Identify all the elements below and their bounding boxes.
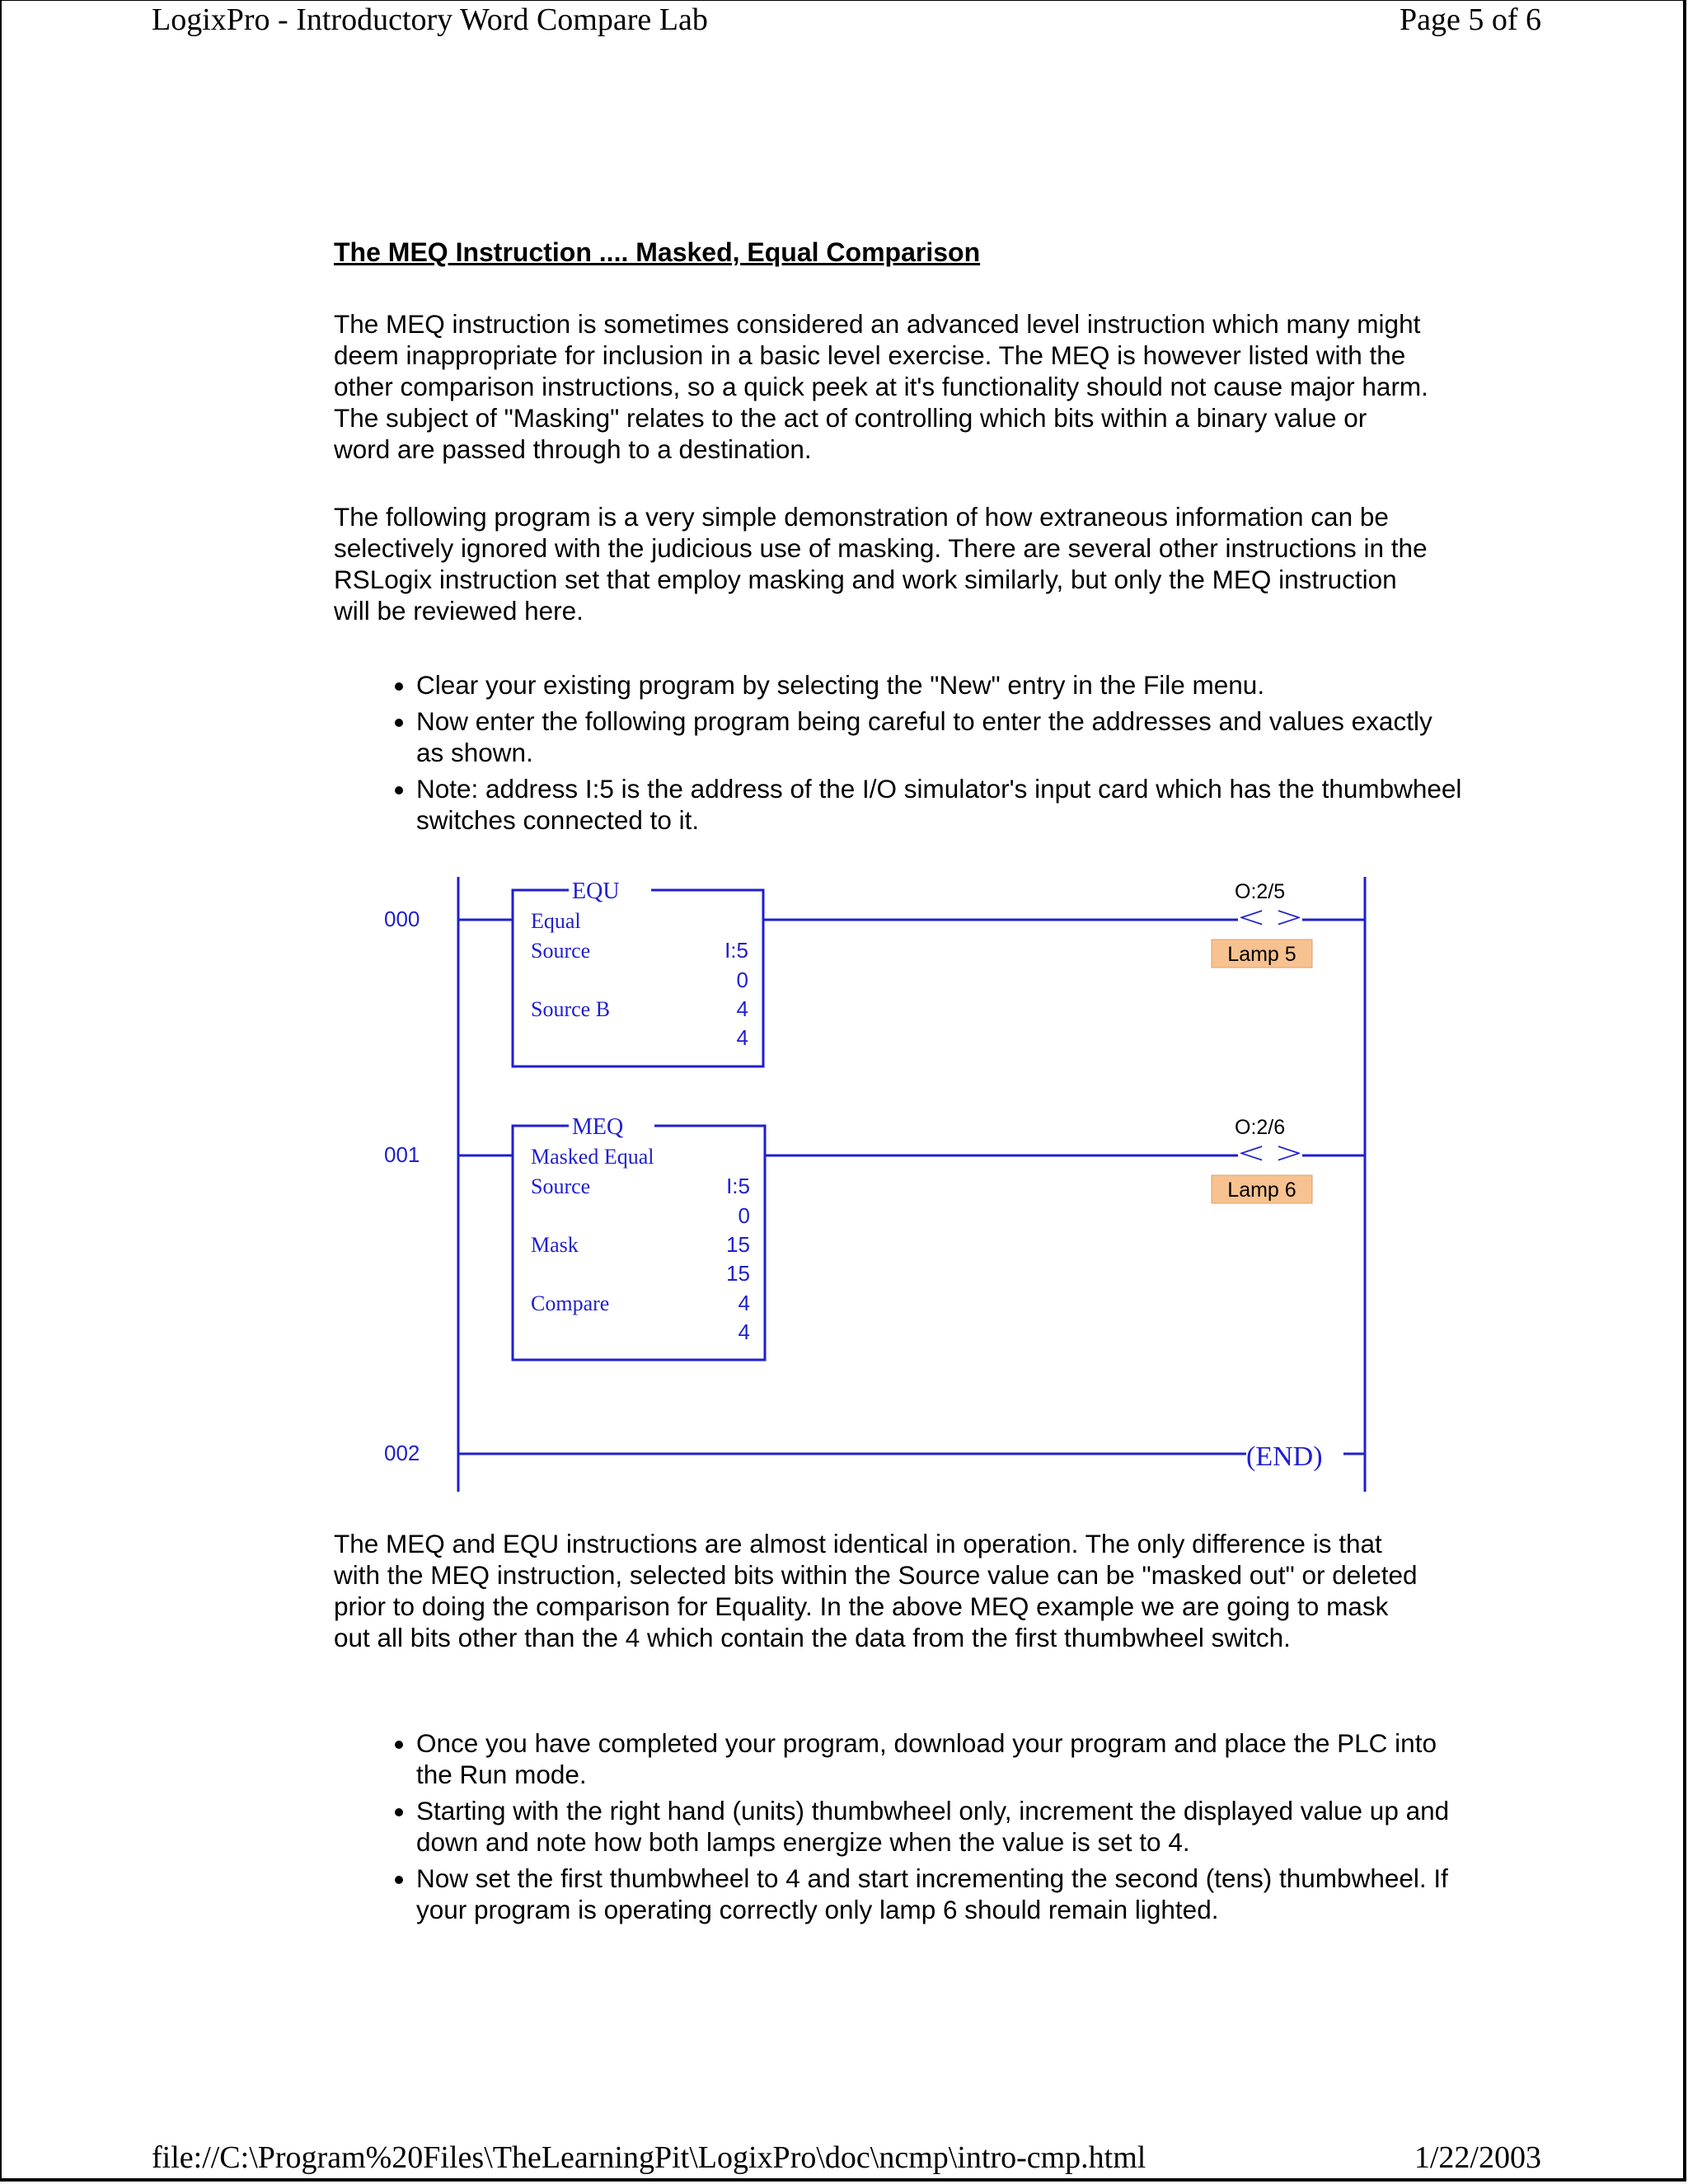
footer-date: 1/22/2003 — [1414, 2140, 1541, 2175]
param-label: Source B — [531, 997, 611, 1021]
param-value: 4 — [738, 1291, 750, 1315]
param-value: 4 — [736, 1025, 748, 1050]
end-instruction-icon: (END) — [1246, 1441, 1323, 1472]
list-item: • Starting with the right hand (units) thumbwheel only, increment the displayed value up and down and note how both lamps energize when the value is set to 4. — [416, 1795, 1463, 1858]
end-label: END — [1255, 1441, 1314, 1472]
param-value: I:5 — [724, 938, 748, 963]
instruction-list-1 — [383, 669, 1463, 841]
rung-number: 002 — [384, 1441, 420, 1465]
header-title: LogixPro - Introductory Word Compare Lab — [152, 2, 708, 37]
param-value: I:5 — [726, 1174, 750, 1198]
param-value: 0 — [736, 968, 748, 992]
ladder-diagram — [363, 872, 1385, 1498]
param-value: 4 — [736, 996, 748, 1021]
param-label: Compare — [531, 1291, 610, 1315]
list-item: • Now enter the following program being careful to enter the addresses and values exactly as shown. — [416, 705, 1463, 768]
coil-address: O:2/5 — [1235, 880, 1286, 903]
list-item: • Clear your existing program by selecting the "New" entry in the File menu. — [416, 669, 1463, 701]
output-coil-icon: < > — [1238, 1137, 1302, 1171]
instruction-list-2 — [383, 1727, 1463, 1930]
instruction-description: Equal — [531, 909, 581, 933]
footer-file-path: file://C:\Program%20Files\TheLearningPit\LogixPro\doc\ncmp\intro-cmp.html — [152, 2140, 1146, 2175]
header-page-number: Page 5 of 6 — [1399, 2, 1541, 37]
param-label: Mask — [531, 1233, 579, 1257]
param-value: 15 — [726, 1232, 750, 1257]
section-title: The MEQ Instruction .... Masked, Equal Comparison — [334, 237, 981, 267]
paragraph-intro: The MEQ instruction is sometimes considered an advanced level instruction which many might deem inappropriate for inclusion in a basic level exercise. The MEQ is however listed with the other comparison instructions, so a quick peek at it's functionality should not cause major harm. The subject of "Masking" relates to the act of controlling which bits within a binary value or word are passed through to a destination. — [334, 309, 1428, 464]
param-value: 15 — [726, 1261, 750, 1286]
paragraph-explanation: The MEQ and EQU instructions are almost identical in operation. The only difference is that with the MEQ instruction, selected bits within the Source value can be "masked out" or deleted prior to doing the comparison for Equality. In the above MEQ example we are going to mask out all bits other than the 4 which contain the data from the first thumbwheel switch. — [334, 1529, 1418, 1652]
list-item: • Once you have completed your program, download your program and place the PLC into the Run mode. — [416, 1727, 1463, 1790]
rung-number: 000 — [384, 907, 420, 931]
coil-address: O:2/6 — [1235, 1116, 1286, 1139]
rung-number: 001 — [384, 1142, 420, 1167]
param-label: Source — [531, 1174, 591, 1198]
lamp-tag: Lamp 6 — [1227, 1179, 1296, 1202]
param-label: Source — [531, 939, 591, 963]
instruction-description: Masked Equal — [531, 1145, 654, 1169]
output-coil-icon: < > — [1238, 901, 1302, 935]
param-value: 4 — [738, 1319, 750, 1344]
paragraph-demo: The following program is a very simple demonstration of how extraneous information can be selectively ignored with the judicious use of masking. There are several other instructions in the RSLogix instruction set that employ masking and work similarly, but only the MEQ instruction will be reviewed here. — [334, 502, 1428, 626]
instruction-mnemonic: MEQ — [572, 1114, 624, 1140]
instruction-mnemonic: EQU — [572, 879, 620, 904]
lamp-tag: Lamp 5 — [1227, 943, 1296, 966]
list-item: • Now set the first thumbwheel to 4 and start incrementing the second (tens) thumbwheel. If your program is operating correctly only lamp 6 should remain lighted. — [416, 1863, 1463, 1925]
list-item: • Note: address I:5 is the address of the I/O simulator's input card which has the thumbwheel switches connected to it. — [416, 773, 1463, 836]
param-value: 0 — [738, 1203, 750, 1228]
